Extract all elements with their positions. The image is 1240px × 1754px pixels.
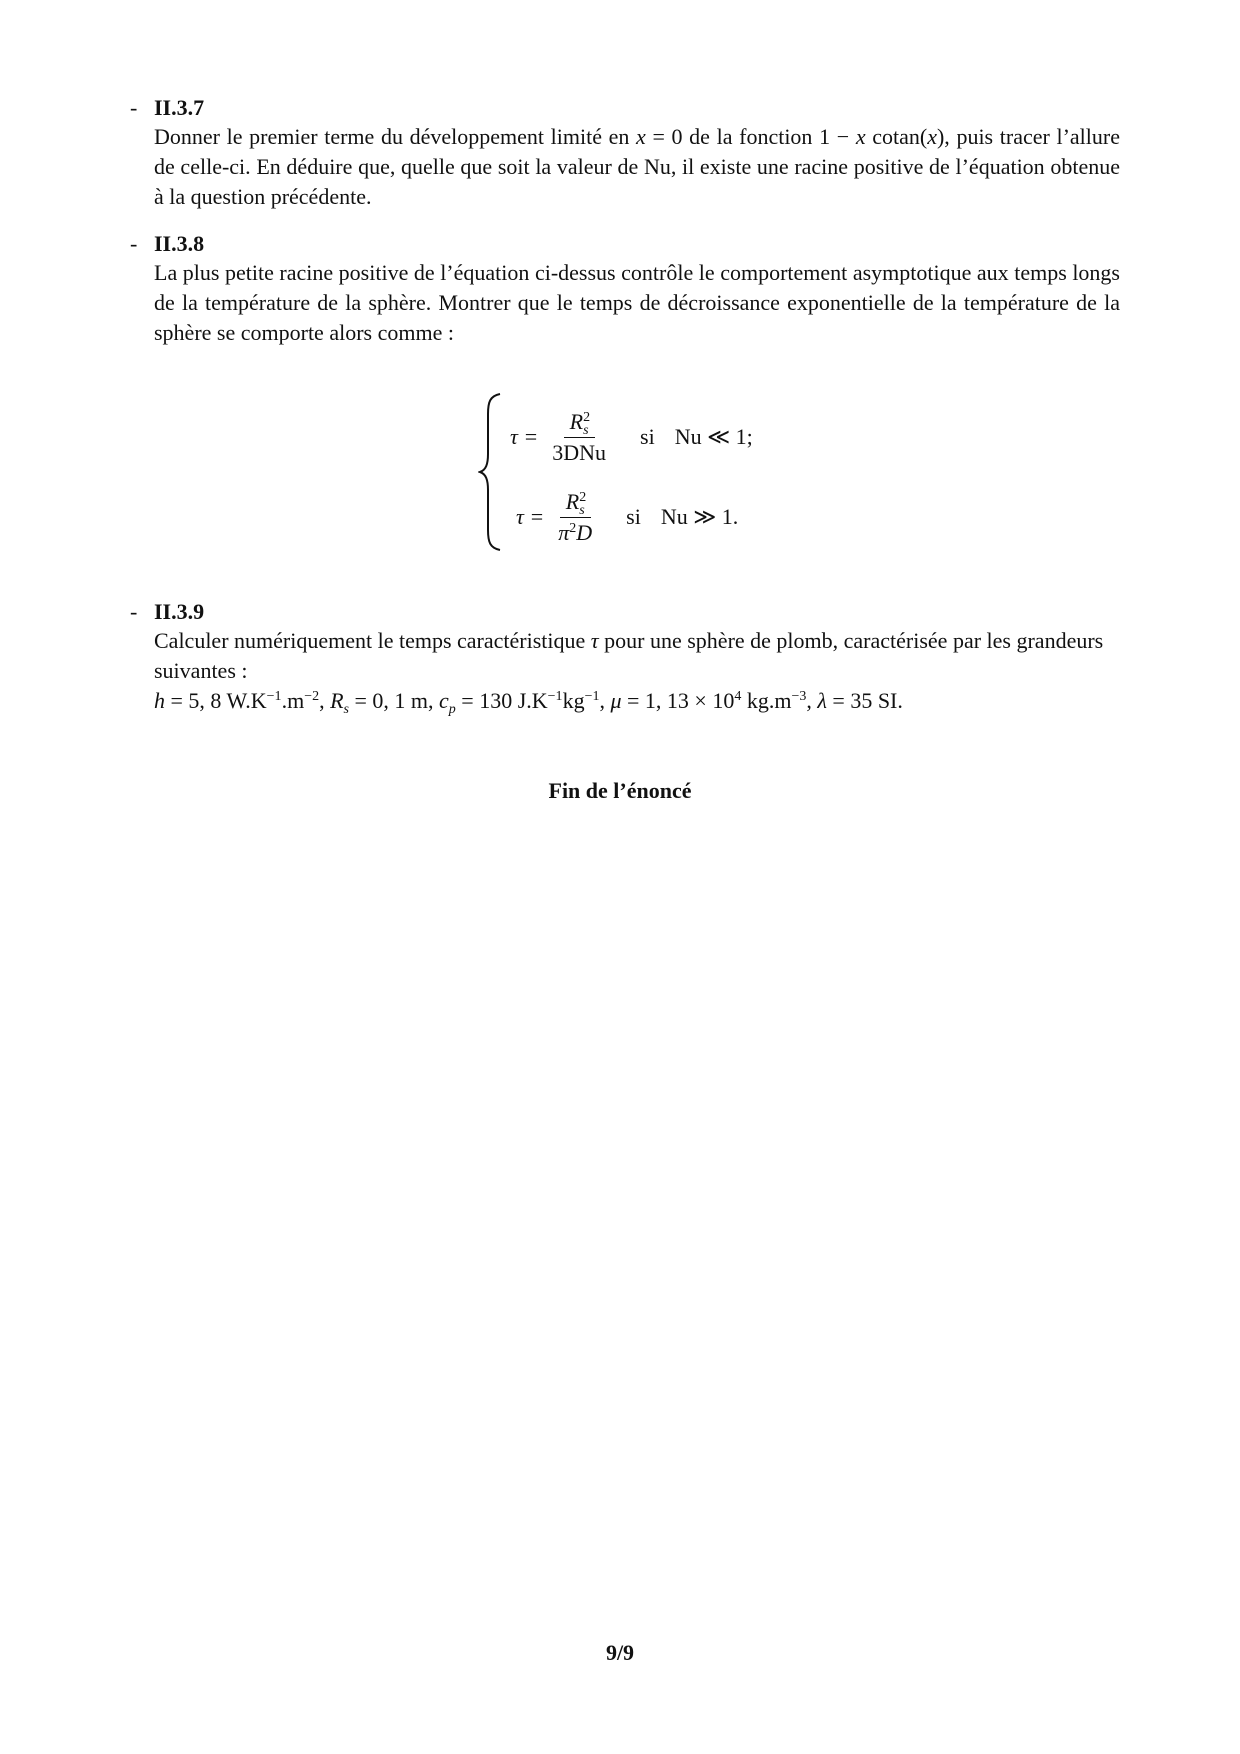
fraction	[546, 409, 612, 466]
question-body	[154, 258, 1120, 348]
question-text-part: de la fonction	[689, 124, 813, 149]
question-number: II.3.9	[154, 599, 205, 624]
question-text-part: Donner le premier terme du développement limité en	[154, 124, 630, 149]
question-II-3-7	[130, 94, 1120, 212]
end-of-statement: Fin de l’énoncé	[548, 778, 692, 803]
question-header	[130, 598, 1120, 626]
numeric-values: h = 5, 8 $W.K^{-1}.m^{-2}$, $R_s = 0$, 1 m, $c_p = 130$ $J.K^{-1}kg^{-1}$, μ = 1, $13 \times 10^4$ $kg.m^{-3}$, λ = 35 SI.	[154, 688, 903, 717]
formula-lhs: τ =	[516, 504, 545, 529]
bullet-dash: -	[130, 95, 138, 120]
fraction-numerator: $R^2_s$	[560, 489, 591, 518]
formula-row-large-nu	[516, 482, 738, 552]
question-text-part: , puis tracer l’allure de celle-ci. En déduire que, quelle que soit la valeur de Nu, il existe une racine positive de l’équation obtenue à la question précédente.	[154, 124, 1120, 209]
fraction-denominator: $\pi^2D$	[558, 519, 593, 545]
math-inline: τ	[590, 628, 599, 653]
question-number: II.3.8	[154, 231, 205, 256]
condition-word: si	[626, 504, 641, 529]
question-header	[130, 94, 1120, 122]
fraction	[552, 489, 598, 546]
question-text-part: pour une sphère de plomb, caractérisée par les grandeurs suivantes :	[154, 628, 1104, 683]
math-inline: 1 − x cotan(x)	[819, 124, 945, 149]
question-body	[154, 626, 1120, 716]
left-brace-icon	[478, 392, 504, 552]
fraction-denominator: 3DNu	[552, 439, 607, 465]
condition-word: si	[640, 424, 655, 449]
fraction-numerator: $R^2_s$	[564, 409, 595, 438]
question-body: Donner le premier terme du développement limité en x = 0 de la fonction 1 − x cotan(x), puis tracer l’allure de celle-ci. En déduire que, quelle que soit la valeur de Nu, il existe une racine positive de l’équation obtenue à la question précédente.	[154, 124, 1120, 209]
question-text-part: Calculer numériquement le temps caractéristique	[154, 628, 586, 653]
math-inline: x	[636, 124, 646, 149]
question-text: La plus petite racine positive de l’équation ci-dessus contrôle le comportement asymptotique aux temps longs de la température de la sphère. Montrer que le temps de décroissance exponentielle de la température de la sphère se comporte alors comme :	[154, 260, 1120, 345]
page-number: 9/9	[605, 1640, 635, 1665]
bullet-dash: -	[130, 231, 138, 256]
bullet-dash: -	[130, 599, 138, 624]
formula-lhs: τ =	[510, 424, 539, 449]
formula-row-small-nu	[510, 402, 753, 472]
question-number: II.3.7	[154, 95, 205, 120]
condition-expression: Nu ≪ 1;	[674, 424, 753, 449]
condition-expression: Nu ≫ 1.	[660, 504, 739, 529]
question-II-3-8	[130, 230, 1120, 348]
asymptotic-formula-system	[478, 392, 798, 552]
question-II-3-9	[130, 598, 1120, 716]
question-header	[130, 230, 1120, 258]
